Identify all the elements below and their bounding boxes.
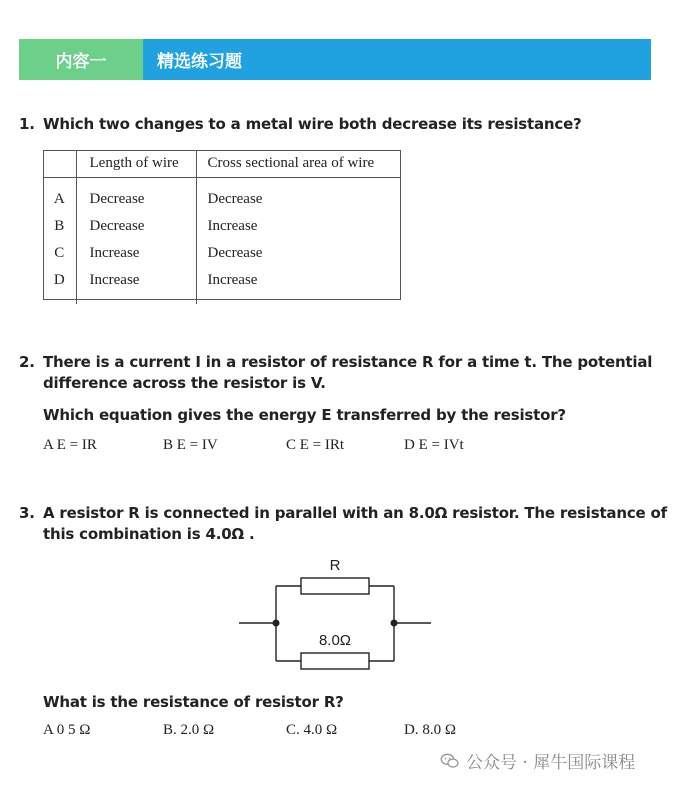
option-c: C. 4.0 Ω: [286, 722, 338, 738]
option-b: B. 2.0 Ω: [163, 722, 215, 738]
section-header: [19, 39, 651, 80]
question-2: [19, 352, 652, 373]
table-cell: Decrease: [76, 177, 196, 213]
table-header-cell: Cross sectional area of wire: [196, 150, 400, 177]
option-a: A 0 5 Ω: [43, 722, 91, 738]
option-b: B E = IV: [163, 437, 218, 453]
table-cell: Increase: [207, 218, 258, 234]
resistor-r: [301, 578, 369, 594]
table-cell: B: [43, 213, 76, 240]
table-cell: D: [43, 267, 76, 304]
option-a: A E = IR: [43, 437, 97, 453]
section-title: 精选练习题: [143, 39, 651, 80]
table-cell: Increase: [76, 267, 196, 304]
question-3: [19, 503, 667, 524]
option-c: C E = IRt: [286, 437, 345, 453]
question-text-line-2: this combination is 4.0Ω .: [43, 525, 255, 543]
question-number: 1.: [19, 115, 35, 133]
table-row: [43, 213, 400, 240]
table-header-cell: Length of wire: [76, 150, 196, 177]
question-1: [19, 114, 582, 135]
question-number: 2.: [19, 353, 35, 371]
resistor-8-ohm: [301, 653, 369, 669]
wechat-icon: [440, 751, 460, 771]
question-text-line-2: difference across the resistor is V.: [43, 374, 326, 392]
watermark: [440, 748, 635, 773]
question-prompt: What is the resistance of resistor R?: [43, 693, 344, 711]
question-text-line-1: There is a current I in a resistor of resistance R for a time t. The potential: [43, 353, 653, 371]
table-header-cell: [43, 150, 76, 177]
resistor-r-label: R: [329, 557, 341, 574]
question-text: Which two changes to a metal wire both decrease its resistance?: [43, 115, 582, 133]
watermark-text: 公众号 · 犀牛国际课程: [466, 753, 636, 773]
table-cell: A: [43, 177, 76, 213]
table-cell: Decrease: [207, 245, 263, 261]
table-cell: Decrease: [76, 213, 196, 240]
table-cell: C: [43, 240, 76, 267]
question-prompt: Which equation gives the energy E transferred by the resistor?: [43, 406, 566, 424]
section-tag: 内容一: [19, 39, 143, 80]
table-row: [43, 267, 400, 304]
table-cell: Decrease: [207, 191, 263, 208]
question-text-line-1: A resistor R is connected in parallel with an 8.0Ω resistor. The resistance of: [43, 504, 667, 522]
table-row: [43, 240, 400, 267]
junction-node-right: [391, 620, 398, 627]
table-header-row: [43, 150, 400, 177]
table-cell: Increase: [207, 272, 258, 288]
table-cell: Increase: [76, 240, 196, 267]
question-number: 3.: [19, 504, 35, 522]
table-row: [43, 177, 400, 213]
junction-node-left: [273, 620, 280, 627]
resistor-8-ohm-label: 8.0Ω: [318, 632, 352, 649]
option-d: D. 8.0 Ω: [404, 722, 456, 738]
option-d: D E = IVt: [404, 437, 464, 453]
parallel-circuit-diagram: [235, 553, 435, 673]
options-table: [43, 150, 400, 304]
